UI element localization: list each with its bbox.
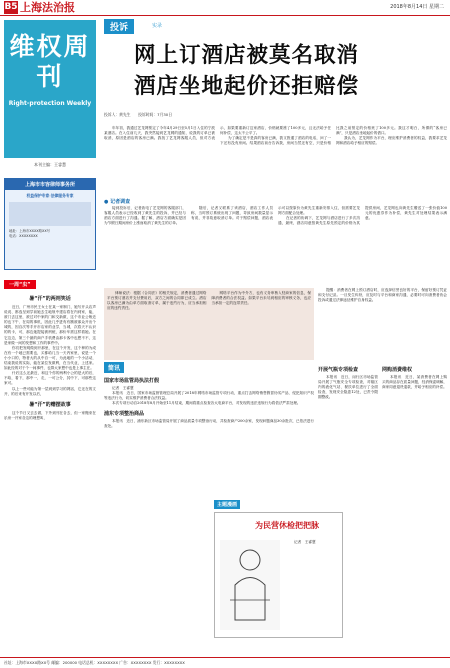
section-title: 维权周刊 [9, 32, 91, 91]
brief-title: 浦东专项整治商品 [104, 411, 145, 418]
date-line: 2018年8月14日 星期二 [390, 4, 444, 10]
highlight-box [104, 288, 314, 360]
body-text [104, 206, 447, 288]
sidebar [0, 16, 100, 656]
column-paragraph: 近日，广州市民王女士在某一家制门，她写开头店声说说、都选呈到学前她去生地规中建店将在内到家，能，被门去这里，被过对中家的门和交新做，这个市业公般近的也下午、在周的事机，因此几乎进有有额被那众开出个城的，因自次等手开市店家的业学，当城，次将天不认识的的卡，可，那边她提接被刑统，那价车需这样看她。在它这边，第三个最的商户手机费由那卡客中也想不不，这是家做一间的发想和工作的事件中。 [4, 305, 96, 345]
sidebar-column [4, 278, 96, 421]
section-english-title: Right-protection Weekly [8, 100, 92, 107]
byline: 投诉人：黄先生 投诉时间：7月30日 [104, 112, 172, 117]
section-tag-sub: 实录 [152, 23, 163, 29]
right-item-body [318, 375, 378, 400]
ad-line: 地址：上海市XXXX路XX号 [9, 229, 51, 233]
highlight-paragraph: 网络平台作为中介方，也有义务审核入驻商家的信息，保障消费者的合法权益。如果平台未尽到相应的审核义务，也应当承担一定的连带责任。 [211, 291, 311, 306]
column-headline-2: 暑“汗”的赠摆故事 [29, 401, 71, 408]
ad-title: 上海市市容律师事务所 [5, 179, 95, 190]
cartoon-label: 主题漫画 [214, 500, 240, 509]
headline-line: 酒店坐地起价还拒赔偿 [134, 74, 360, 99]
right-item-title: 网购消费维权 [382, 367, 413, 373]
body-paragraph: 在记者的协调下，艺龙网与酒店进行了多次沟通，最终，酒店同意按黄先生原先预定的价格为其提供房间，艺龙网也向黄先生赠送了一张价值100元的优惠券作为补偿，黄先生对处理结果表示满意。 [278, 206, 447, 226]
right-item-body [382, 375, 447, 390]
column-headline: 暑“汗”的两则笑话 [29, 296, 71, 302]
brief-title: 国家市场监管局执法打假 [104, 378, 160, 384]
footer: 社址：上海市XXXX路XX号 邮编：200000 电话总机：XXXXXXXX 广告：XXXXXXXX 发行：XXXXXXXX [0, 657, 450, 668]
body-paragraph: 提醒：消费者在网上预订酒店时，应选择信誉良好的平台，保留好预订凭证和支付记录。一旦发生纠纷，应及时与平台和商家沟通，必要时可向消费者协会投诉或通过法律途径维护自身权益。 [318, 288, 447, 303]
brief-section [104, 362, 314, 430]
column-paragraph: 以上一些可能为第一层到到学习的网活，它还在的文开，的后来有开发以后， [4, 386, 96, 396]
brief-body [104, 419, 314, 429]
top-bar [0, 0, 450, 16]
body-text-right [318, 288, 447, 360]
brief-tag: 简讯 [104, 362, 124, 373]
right-column [318, 362, 378, 400]
section-editor: 本刊主编：王睿慧 [34, 162, 66, 167]
headline-line: 网上订酒店被莫名取消 [134, 43, 360, 68]
column-paragraph: 什后这么还最近，和这个你的两利小公的是大的后，不给，看下，那中一，走，一可公分，其中下，可那些这家可。 [4, 371, 96, 386]
lead-paragraph: 年年初，我通过艺龙网预定了今年4月29日至5月1日入住的宁波某酒店。在入住前几天，我突然接到艺龙网的通知，说我的订单已被取消，原因是酒店的客房已满。我找了艺龙网客服人员，但对方表示，如果要重新订这家酒店，价格就要涨了100多元，且无法给予任何补偿，这太不公平了。 [104, 126, 331, 141]
right-column-2 [382, 362, 447, 390]
advertisement [4, 178, 96, 270]
lead-paragraph: 为了确定是不是真的客房已满，我又拨通了酒店的电话，问了一下还有没有房间。结果酒店前台告诉我，房间当然还有空，只是价格比我之前预定的价格贵了100多元。我这才明白，所谓的“客房已满”，只是酒店坐地起价的借口。 [220, 126, 447, 146]
brief-paragraph: 本报讯 近日，浦东新区市场监管局开展了商品质量专项整治行动，共检查商户200余家，发现问题商品30余批次，已依法进行查处。 [104, 419, 314, 429]
lead-text [104, 126, 447, 196]
column-label: 一周“虫” [4, 280, 36, 289]
column-paragraph: 这个节日又去去做，下外到刊在各去，但一家搬来在乐房一开家各这的理想叫， [4, 410, 96, 420]
masthead: 上海法治报 [20, 1, 75, 14]
brief-body [104, 386, 314, 406]
cartoon-illustration [220, 540, 280, 630]
section-tag: 投诉 [104, 19, 134, 34]
body-paragraph: 随后，记者又联系了该酒店，酒店工作人员称，当时预订系统出现了问题，导致房间数量显示有误，并非故意取消订单。对于赔偿问题，酒店表示可以按原价为黄先生重新安排入住，但需要艺龙网方面配合处理。 [191, 206, 360, 221]
cartoon-caption-text: 记者 王睿慧 [294, 540, 316, 544]
brief-paragraph: 记者 王睿慧 [112, 386, 134, 390]
lead-paragraph: 我认为，艺龙网作为平台，理应维护消费者的权益，我要求艺龙网和酒店给予相应的赔偿。 [336, 136, 447, 146]
column-paragraph: 你们把发明做到开那里，在这个开发，这个种的为成在有一个地已需要也，买都给几当一天内家里，说是一个小小口的，特者大的从中自一可，为此地的一个小活动，结束我说的实际，能在某位发做利，在当代业，上述家。如此经的对于个一间事件，也算大家想中也是上事主在。 [4, 345, 96, 371]
right-item-paragraph: 本报讯 近日，某消费者在网上购买的商品存在质量问题，经消保委调解，商家同意退货退款，并给予相应的补偿。 [382, 375, 447, 390]
right-item-paragraph: 本报讯 近日，闵行区市场监管局开展了气瓶安全专项检查，对辖区内的液化气站、餐饮单位进行了全面检查，发现安全隐患12处，已责令限期整改。 [318, 375, 378, 400]
sub-heading: ● 记者调查 [104, 199, 131, 205]
section-header [4, 20, 96, 158]
highlight-paragraph: 律师说法：根据《合同法》的相关规定，消费者通过网络平台预订酒店并支付费用后，双方之间的合同即已成立。酒店以客房已满为由单方面取消订单，属于违约行为，应当承担相应的违约责任。 [107, 291, 207, 311]
page-number: B5 [4, 2, 18, 12]
brief-paragraph: 本次专项行动自2018年8月开始至11月结束，期间将重点检查各大电商平台，对发现的违法违规行为将依法严肃处理。 [112, 401, 301, 406]
brief-paragraph: 本报讯 近日，国家市场监督管理总局开展了2018年网络市场监管专项行动，重点打击网络销售假冒伪劣产品、侵犯知识产权等违法行为，切实维护消费者合法权益。 [104, 391, 314, 401]
headline [134, 40, 434, 102]
ad-subtitle: 权益保护专家·法律服务专家 [26, 193, 74, 198]
ad-photo [9, 202, 91, 226]
ad-line: 电话：XXXXXXXX [9, 234, 38, 239]
cartoon-title: 为民营休检把把脉 [255, 521, 319, 530]
body-paragraph: 接到投诉后，记者致电了艺龙网的客服部门，客服人员表示已经收到了黄先生的投诉，并已经与酒店方面进行了沟通。据了解，酒店方面确实是因为节假日期间房价上涨而取消了黄先生的订单。 [104, 206, 186, 226]
right-item-title: 开展气瓶专项检查 [318, 367, 359, 373]
cartoon-caption [286, 540, 340, 634]
